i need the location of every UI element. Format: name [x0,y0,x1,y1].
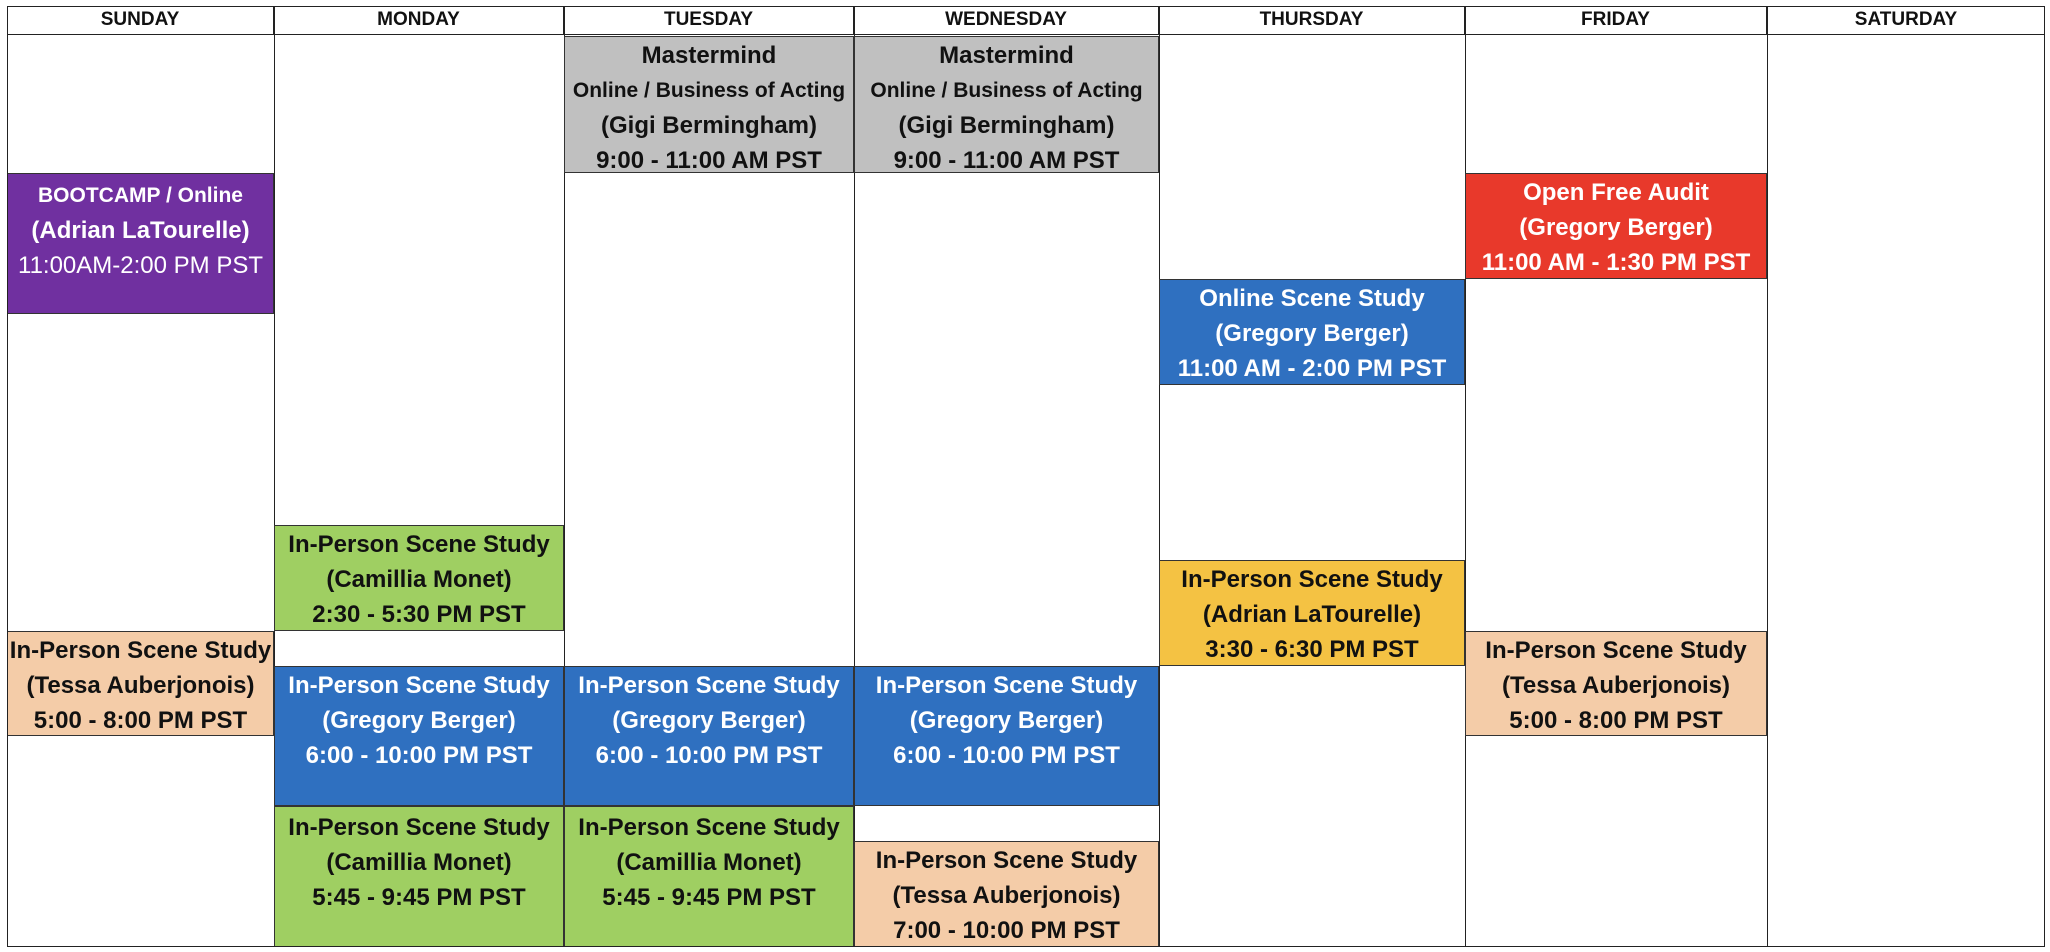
event-time: 11:00 AM - 1:30 PM PST [1481,249,1751,276]
event-scene-study-tessa-friday[interactable] [1465,631,1767,736]
event-instructor: (Adrian LaTourelle) [31,217,250,244]
event-instructor: (Gregory Berger) [322,707,516,734]
event-instructor: (Tessa Auberjonois) [1501,672,1731,699]
event-time: 6:00 - 10:00 PM PST [595,742,823,769]
header-tuesday: TUESDAY [564,6,854,35]
event-time: 2:30 - 5:30 PM PST [312,601,526,628]
event-time: 9:00 - 11:00 AM PST [893,147,1120,174]
event-title: In-Person Scene Study [578,814,840,841]
event-scene-study-camillia-tuesday-evening[interactable] [564,806,854,947]
event-mastermind-tuesday[interactable] [564,36,854,173]
header-friday: FRIDAY [1465,6,1767,35]
event-title: In-Person Scene Study [578,672,840,699]
event-title: BOOTCAMP / Online [38,184,243,207]
event-instructor: (Camillia Monet) [326,566,512,593]
event-time: 5:45 - 9:45 PM PST [602,884,816,911]
event-time: 9:00 - 11:00 AM PST [596,147,822,174]
header-sunday: SUNDAY [7,6,274,35]
event-mastermind-wednesday[interactable] [854,36,1159,173]
event-subtitle: Online / Business of Acting [870,79,1143,102]
event-time: 5:00 - 8:00 PM PST [33,707,248,734]
column-divider [1767,6,1768,947]
event-title: Mastermind [939,42,1074,69]
event-subtitle: Online / Business of Acting [572,79,846,102]
header-monday: MONDAY [274,6,564,35]
event-title: Mastermind [641,42,777,69]
header-saturday: SATURDAY [1767,6,2045,35]
column-divider [1465,6,1466,947]
event-instructor: (Gregory Berger) [1215,320,1409,347]
event-scene-study-camillia-monday-evening[interactable] [274,806,564,947]
event-time: 6:00 - 10:00 PM PST [305,742,533,769]
event-time: 3:30 - 6:30 PM PST [1205,636,1419,663]
event-instructor: (Gregory Berger) [909,707,1104,734]
event-title: In-Person Scene Study [288,531,550,558]
event-instructor: (Gregory Berger) [612,707,806,734]
event-time: 6:00 - 10:00 PM PST [893,742,1120,769]
event-title: In-Person Scene Study [288,672,550,699]
event-scene-study-adrian-thursday[interactable] [1159,560,1465,666]
column-divider [1159,6,1160,947]
event-title: In-Person Scene Study [875,847,1138,874]
event-open-audit-friday[interactable] [1465,173,1767,279]
event-title: Open Free Audit [1523,179,1709,206]
event-title: In-Person Scene Study [288,814,550,841]
header-thursday: THURSDAY [1159,6,1465,35]
event-scene-study-tessa-wednesday[interactable] [854,841,1159,947]
event-instructor: (Tessa Auberjonois) [26,672,255,699]
event-instructor: (Camillia Monet) [326,849,512,876]
header-wednesday: WEDNESDAY [854,6,1159,35]
event-title: Online Scene Study [1199,285,1425,312]
event-time: 5:45 - 9:45 PM PST [312,884,526,911]
event-instructor: (Adrian LaTourelle) [1202,601,1422,628]
event-scene-study-tessa-sunday[interactable] [7,631,274,736]
event-online-scene-study-thursday[interactable] [1159,279,1465,385]
event-time: 11:00AM-2:00 PM PST [18,252,263,279]
event-instructor: (Camillia Monet) [616,849,802,876]
event-instructor: (Tessa Auberjonois) [892,882,1121,909]
event-bootcamp-sunday[interactable] [7,173,274,314]
event-title: In-Person Scene Study [1181,566,1443,593]
event-time: 7:00 - 10:00 PM PST [893,917,1120,944]
event-instructor: (Gregory Berger) [1519,214,1713,241]
event-time: 5:00 - 8:00 PM PST [1509,707,1723,734]
event-scene-study-gregory-monday[interactable] [274,666,564,806]
event-title: In-Person Scene Study [9,637,272,664]
event-scene-study-gregory-wednesday[interactable] [854,666,1159,806]
event-title: In-Person Scene Study [1485,637,1747,664]
event-scene-study-camillia-monday-afternoon[interactable] [274,525,564,631]
event-instructor: (Gigi Bermingham) [600,112,817,139]
event-time: 11:00 AM - 2:00 PM PST [1177,355,1447,382]
event-scene-study-gregory-tuesday[interactable] [564,666,854,806]
event-instructor: (Gigi Bermingham) [898,112,1115,139]
event-title: In-Person Scene Study [875,672,1138,699]
